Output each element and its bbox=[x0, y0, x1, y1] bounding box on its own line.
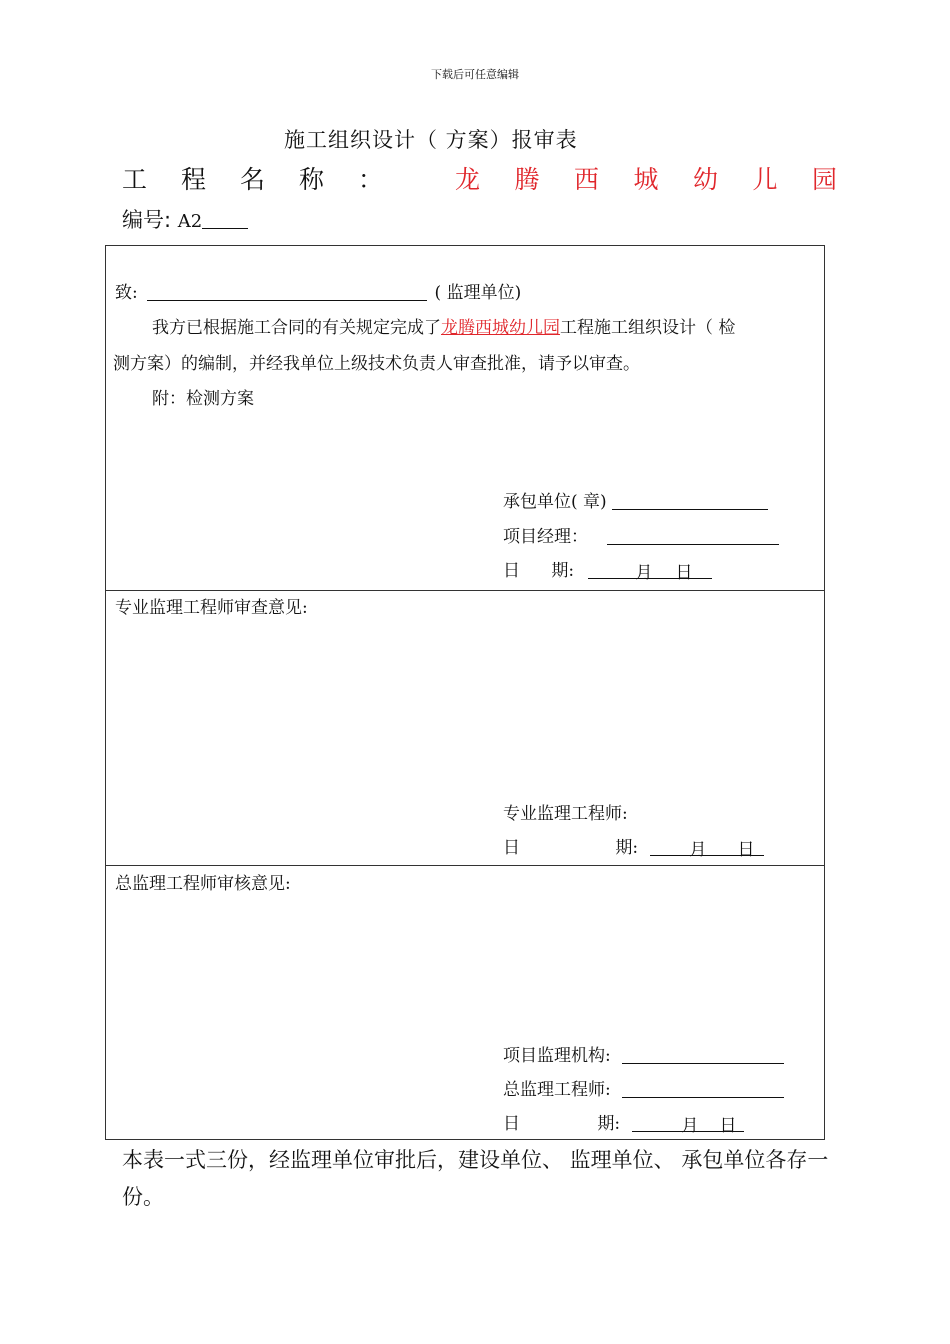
manager-row bbox=[503, 522, 779, 547]
form-box bbox=[105, 245, 825, 1140]
month-label: 月 bbox=[681, 1116, 699, 1136]
project-name-char: 腾 bbox=[514, 165, 540, 194]
body-prefix: 我方已根据施工合同的有关规定完成了 bbox=[152, 318, 441, 338]
date-label-char: 日 bbox=[503, 561, 520, 581]
day-label: 日 bbox=[737, 840, 755, 860]
date-row-1 bbox=[503, 556, 712, 581]
day-label: 日 bbox=[719, 1116, 737, 1136]
document-title: 施工组织设计（ 方案）报审表 bbox=[284, 128, 578, 152]
header-note: 下载后可任意编辑 bbox=[431, 68, 519, 81]
to-row bbox=[115, 278, 521, 303]
project-label-char: 称 bbox=[299, 165, 325, 194]
code-blank[interactable] bbox=[202, 210, 248, 229]
date-blank[interactable] bbox=[588, 558, 712, 583]
footer-note: 本表一式三份，经监理单位审批后，建设单位、 监理单位、 承包单位各存一份。 bbox=[122, 1148, 829, 1209]
contractor-blank[interactable] bbox=[612, 491, 768, 510]
date-label-char: 期: bbox=[551, 561, 575, 581]
chief-label: 总监理工程师: bbox=[503, 1080, 611, 1100]
section-divider bbox=[106, 865, 824, 866]
project-name-char: 西 bbox=[574, 165, 600, 194]
project-name-char: 儿 bbox=[752, 165, 778, 194]
engineer-review-heading: 专业监理工程师审查意见: bbox=[115, 598, 308, 618]
supervisor-unit-blank[interactable] bbox=[147, 282, 427, 301]
chief-blank[interactable] bbox=[622, 1079, 784, 1098]
project-label-char: 工 bbox=[122, 165, 148, 194]
body-line-2: 测方案）的编制，并经我单位上级技术负责人审查批准，请予以审查。 bbox=[113, 354, 640, 374]
project-name-char: 城 bbox=[633, 165, 659, 194]
project-name-char: 园 bbox=[812, 165, 838, 194]
date-row-3 bbox=[503, 1109, 744, 1134]
date-blank[interactable] bbox=[650, 835, 764, 860]
project-label-char: ： bbox=[358, 165, 384, 194]
date-label-char: 日 bbox=[503, 838, 520, 858]
org-row bbox=[503, 1041, 784, 1066]
code-label: 编号: bbox=[122, 208, 172, 232]
month-label: 月 bbox=[689, 840, 707, 860]
chief-row bbox=[503, 1075, 784, 1100]
date-label-char: 期: bbox=[597, 1114, 621, 1134]
org-label: 项目监理机构: bbox=[503, 1046, 611, 1066]
project-label-char: 程 bbox=[181, 165, 207, 194]
code-row bbox=[122, 204, 248, 234]
date-blank[interactable] bbox=[632, 1111, 744, 1136]
attachment-line: 附：检测方案 bbox=[152, 389, 254, 409]
day-label: 日 bbox=[675, 563, 693, 583]
manager-label: 项目经理： bbox=[503, 527, 588, 547]
date-label-char: 日 bbox=[503, 1114, 520, 1134]
project-name-value bbox=[455, 160, 872, 196]
to-suffix: ( 监理单位) bbox=[434, 283, 522, 303]
body-mid: 工程施工组织设计（ 检 bbox=[560, 318, 736, 338]
month-label: 月 bbox=[635, 563, 653, 583]
body-project-name: 龙腾西城幼儿园 bbox=[441, 318, 560, 338]
contractor-row bbox=[503, 487, 768, 512]
body-line-1 bbox=[152, 313, 735, 338]
org-blank[interactable] bbox=[622, 1045, 784, 1064]
contractor-label: 承包单位( 章) bbox=[503, 492, 607, 512]
project-name-char: 龙 bbox=[455, 165, 481, 194]
chief-review-heading: 总监理工程师审核意见: bbox=[115, 874, 291, 894]
project-name-label bbox=[122, 160, 417, 196]
section-divider bbox=[106, 590, 824, 591]
project-name-char: 幼 bbox=[693, 165, 719, 194]
date-label-char: 期: bbox=[615, 838, 639, 858]
to-label: 致: bbox=[115, 283, 138, 303]
project-label-char: 名 bbox=[240, 165, 266, 194]
code-value: A2 bbox=[177, 211, 203, 232]
date-row-2 bbox=[503, 833, 764, 858]
engineer-row: 专业监理工程师: bbox=[503, 804, 628, 824]
manager-blank[interactable] bbox=[607, 526, 779, 545]
